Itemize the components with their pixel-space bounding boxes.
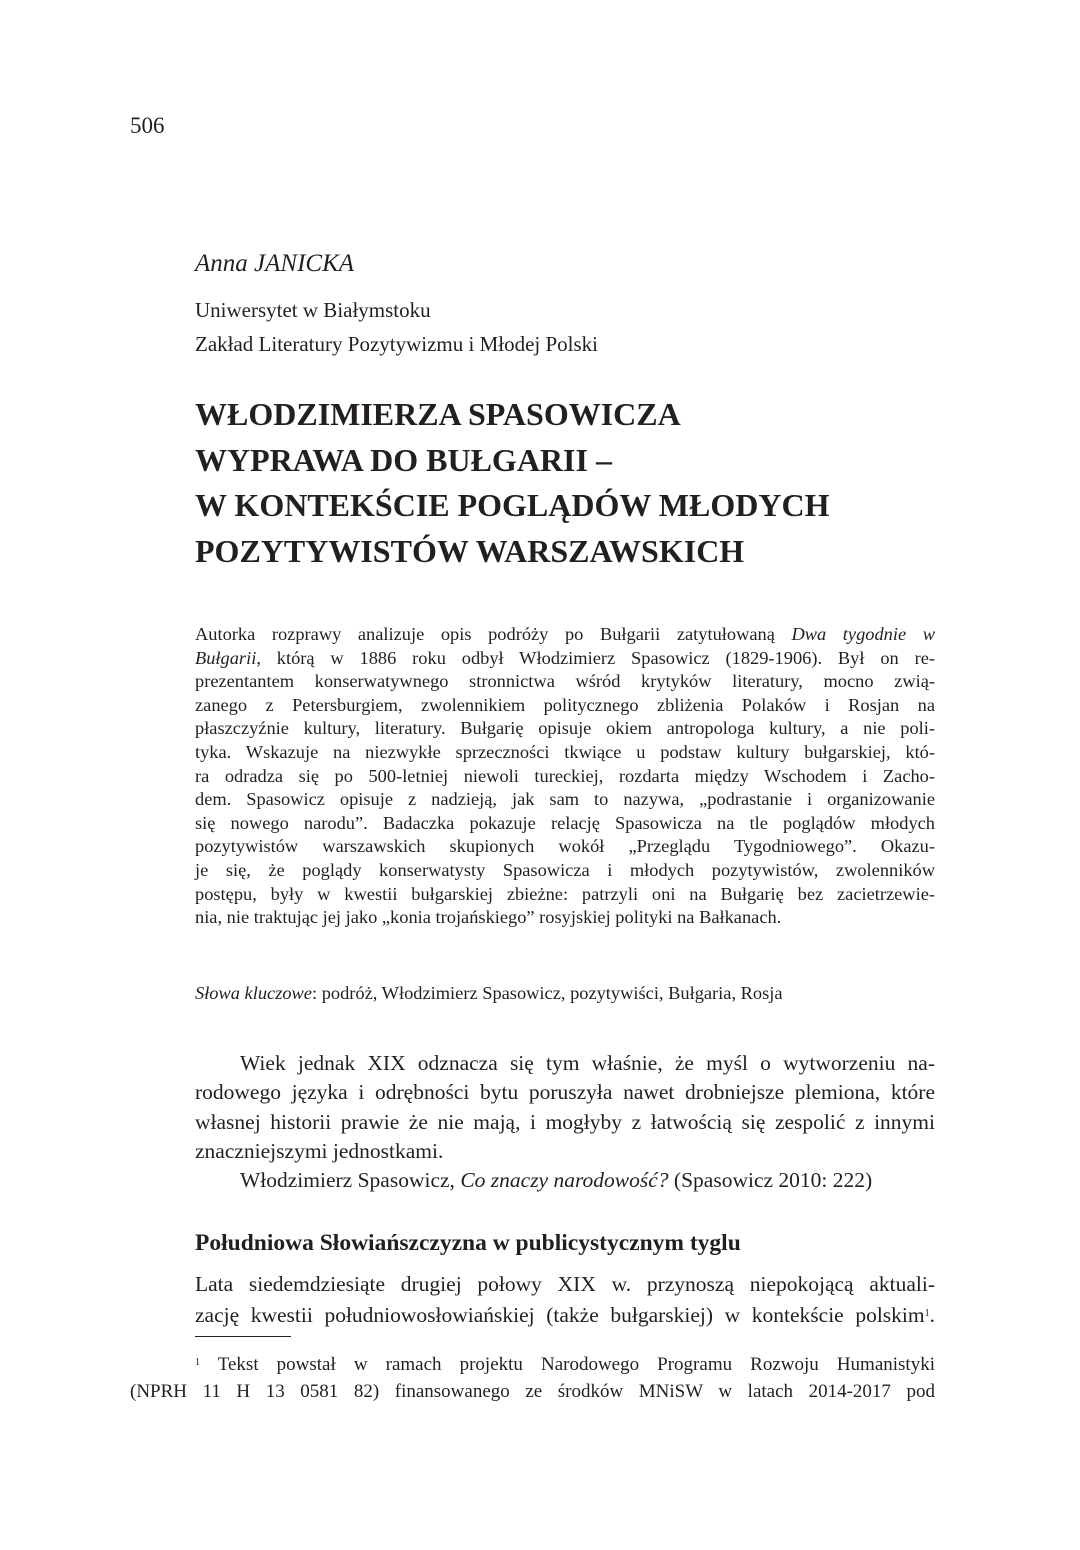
footnote-divider: [195, 1336, 291, 1337]
abstract-line: prezentantem konserwatywnego stronnictwa wśród krytyków literatury, mocno zwią-: [195, 671, 935, 692]
footnote-reference[interactable]: 1: [924, 1308, 930, 1319]
epigraph-line: własnej historii prawie że nie mają, i mogłyby z łatwością się zespolić z innymi: [195, 1109, 935, 1134]
footnote: [130, 1351, 935, 1405]
abstract-text: Autorka rozprawy analizuje opis podróży po Bułgarii zatytułowaną: [195, 624, 792, 644]
abstract-text: , którą w 1886 roku odbył Włodzimierz Spasowicz (1829-1906). Był on re-: [256, 647, 935, 668]
epigraph-line: rodowego języka i odrębności bytu poruszyła nawet drobniejsze plemiona, które: [195, 1080, 935, 1105]
paragraph-line: Lata siedemdziesiąte drugiej połowy XIX w. przynoszą niepokojącą aktuali-: [195, 1272, 935, 1296]
author-name: Anna JANICKA: [195, 250, 355, 277]
paragraph-line: [195, 1300, 935, 1331]
epigraph-source: [195, 1166, 935, 1195]
source-citation: (Spasowicz 2010: 222): [668, 1168, 873, 1193]
abstract-line: zanego z Petersburgiem, zwolennikiem politycznego zbliżenia Polaków i Rosjan na: [195, 694, 935, 715]
abstract-line: tyka. Wskazuje na niezwykłe sprzeczności tkwiące u podstaw kultury bułgarskiej, któ-: [195, 741, 935, 762]
abstract-line: ra odradza się po 500-letniej niewoli tureckiej, rozdarta między Wschodem i Zacho-: [195, 765, 935, 786]
section-heading: Południowa Słowiańszczyzna w publicystycznym tyglu: [195, 1230, 741, 1256]
title-line: WYPRAWA DO BUŁGARII –: [195, 441, 612, 478]
epigraph: [195, 1049, 935, 1195]
epigraph-line: Wiek jednak XIX odznacza się tym właśnie, że myśl o wytworzeniu na-: [240, 1051, 935, 1075]
footnote-mark: 1: [195, 1357, 200, 1368]
abstract-line: nia, nie traktując jej jako „konia trojańskiego” rosyjskiej polityki na Bałkanach.: [195, 907, 782, 928]
title-line: POZYTYWISTÓW WARSZAWSKICH: [195, 532, 745, 569]
abstract-line: płaszczyźnie kultury, literatury. Bułgarię opisuje okiem antropologa kultury, a nie poli-: [195, 718, 935, 739]
abstract-line: je się, że poglądy konserwatysty Spasowicza i młodych pozytywistów, zwolenników: [195, 859, 935, 880]
abstract: [195, 623, 935, 930]
page-number: 506: [130, 113, 165, 138]
body-paragraph: [195, 1269, 935, 1331]
abstract-line: się nowego narodu”. Badaczka pokazuje relację Spasowicza na tle poglądów młodych: [195, 812, 935, 833]
keywords-text: : podróż, Włodzimierz Spasowicz, pozytywiści, Bułgaria, Rosja: [311, 983, 783, 1003]
keywords-label: Słowa kluczowe: [195, 983, 312, 1003]
footnote-line: [130, 1351, 935, 1378]
title-line: W KONTEKŚCIE POGLĄDÓW MŁODYCH: [195, 487, 830, 523]
footnote-line: (NPRH 11 H 13 0581 82) finansowanego ze środków MNiSW w latach 2014-2017 pod: [130, 1381, 935, 1402]
source-author: Włodzimierz Spasowicz,: [240, 1168, 461, 1193]
book-title: Dwa tygodnie w: [791, 624, 935, 644]
title-line: WŁODZIMIERZA SPASOWICZA: [195, 396, 681, 432]
affiliation-department: Zakład Literatury Pozytywizmu i Młodej Polski: [195, 332, 599, 356]
abstract-line: pozytywistów warszawskich skupionych wokół „Przeglądu Tygodniowego”. Okazu-: [195, 836, 935, 857]
abstract-line: [195, 647, 935, 671]
abstract-line: dem. Spasowicz opisuje z nadzieją, jak sam to nazywa, „podrastanie i organizowanie: [195, 789, 935, 810]
article-title: [195, 392, 829, 574]
paragraph-text: .: [929, 1303, 935, 1327]
affiliation-university: Uniwersytet w Białymstoku: [195, 298, 431, 322]
paragraph-text: zację kwestii południowosłowiańskiej (także bułgarskiej) w kontekście polskim: [195, 1303, 925, 1327]
source-title: Co znaczy narodowość?: [460, 1168, 669, 1193]
keywords: [195, 983, 783, 1004]
abstract-line: [195, 623, 935, 647]
epigraph-line: znaczniejszymi jednostkami.: [195, 1138, 444, 1163]
abstract-line: postępu, były w kwestii bułgarskiej zbieżne: patrzyli oni na Bułgarię bez zacietrzewie-: [195, 883, 935, 904]
book-title: Bułgarii: [195, 647, 257, 668]
footnote-text: Tekst powstał w ramach projektu Narodowego Programu Rozwoju Humanistyki: [200, 1354, 935, 1375]
